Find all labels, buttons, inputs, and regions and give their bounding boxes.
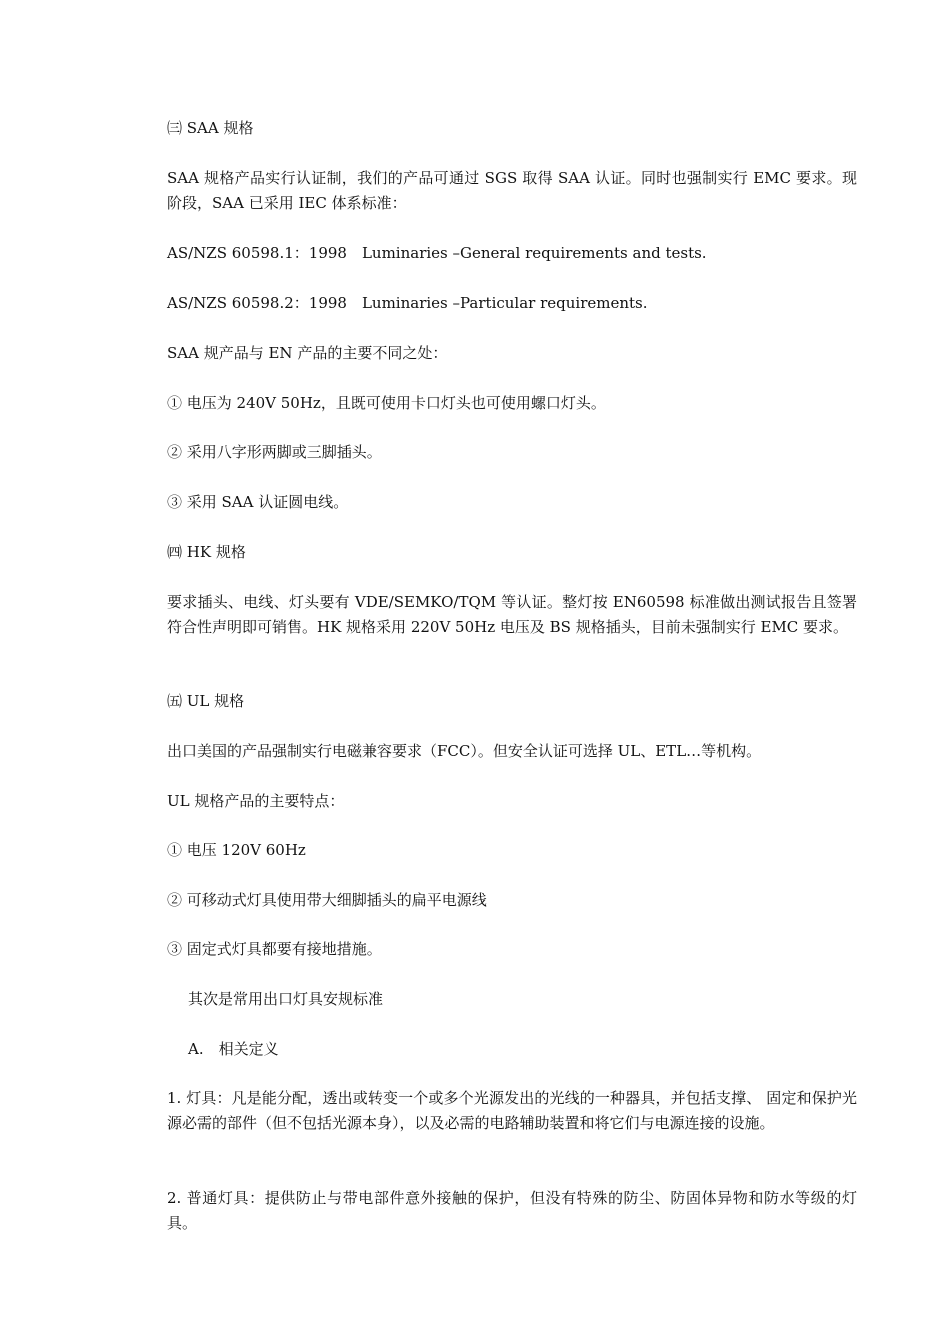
standard-line-1: AS/NZS 60598.1：1998 Luminaries –General requirements and tests.: [167, 244, 707, 262]
standard-line-2: AS/NZS 60598.2：1998 Luminaries –Particular requirements.: [167, 294, 648, 312]
paragraph-saa-intro: SAA 规格产品实行认证制，我们的产品可通过 SGS 取得 SAA 认证。同时也强制实行 EMC 要求。现阶段，SAA 已采用 IEC 体系标准：: [167, 169, 857, 212]
definition-ordinary-luminaire: 2. 普通灯具：提供防止与带电部件意外接触的保护，但没有特殊的防尘、防固体异物和防水等级的灯具。: [167, 1189, 857, 1232]
section-heading-ul: ㈤ UL 规格: [167, 692, 245, 710]
paragraph-ul-intro: 出口美国的产品强制实行电磁兼容要求（FCC）。但安全认证可选择 UL、ETL…等机构。: [167, 742, 762, 760]
paragraph-hk-body: 要求插头、电线、灯头要有 VDE/SEMKO/TQM 等认证。整灯按 EN60598 标准做出测试报告且签署符合性声明即可销售。HK 规格采用 220V 50Hz 电压及 BS 规格插头，目前未强制实行 EMC 要求。: [167, 593, 857, 636]
paragraph-standards-intro: 其次是常用出口灯具安规标准: [188, 990, 384, 1008]
list-item-ul-1: ① 电压 120V 60Hz: [167, 841, 306, 859]
paragraph-saa-differences: SAA 规产品与 EN 产品的主要不同之处：: [167, 344, 448, 362]
list-item-saa-3: ③ 采用 SAA 认证圆电线。: [167, 493, 349, 511]
list-item-ul-2: ② 可移动式灯具使用带大细脚插头的扁平电源线: [167, 891, 487, 909]
section-heading-hk: ㈣ HK 规格: [167, 543, 246, 561]
list-item-saa-1: ① 电压为 240V 50Hz，且既可使用卡口灯头也可使用螺口灯头。: [167, 394, 606, 412]
section-heading-definitions: A. 相关定义: [188, 1040, 279, 1058]
list-item-saa-2: ② 采用八字形两脚或三脚插头。: [167, 443, 382, 461]
list-item-ul-3: ③ 固定式灯具都要有接地措施。: [167, 940, 382, 958]
section-heading-saa: ㈢ SAA 规格: [167, 119, 254, 137]
definition-luminaire: 1. 灯具：凡是能分配，透出或转变一个或多个光源发出的光线的一种器具，并包括支撑、 固定和保护光源必需的部件（但不包括光源本身），以及必需的电路辅助装置和将它们与电源连接的设施。: [167, 1089, 857, 1132]
paragraph-ul-features: UL 规格产品的主要特点：: [167, 792, 345, 810]
